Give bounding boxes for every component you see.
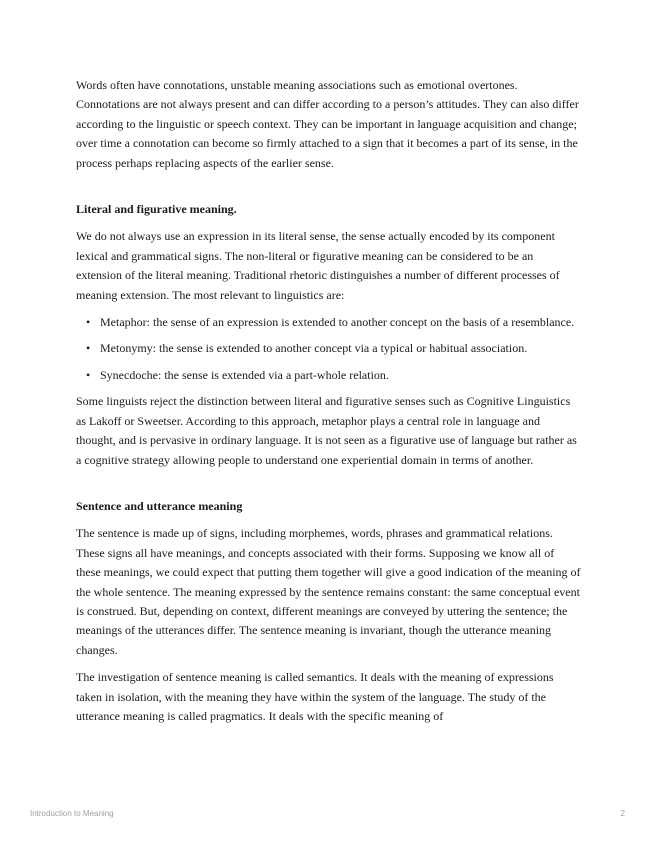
sentence-paragraph-2: The investigation of sentence meaning is called semantics. It deals with the meaning of expressions taken in isolation, with the meaning they have within the system of the language. The study of the utterance meaning is called pragmatics. It deals with the specific meaning of [76,670,554,723]
bullet-icon: • [86,341,91,356]
section-heading-literal: Literal and figurative meaning. [76,202,237,217]
bullet-icon: • [86,315,91,330]
list-item [86,313,581,332]
sentence-paragraph-1: The sentence is made up of signs, including morphemes, words, phrases and grammatical relations. These signs all have meanings, and concepts associated with their forms. Supposing we know all of these meanings, we could expect that putting them together will give a good indication of the meaning of the whole sentence. The meaning expressed by the sentence remains constant: the same conceptual event is construed. But, depending on context, different meanings are conveyed by uttering the sentence; the meanings of the utterances differ. The sentence meaning is invariant, though the utterance meaning changes. [76,526,581,657]
intro-paragraph: Words often have connotations, unstable meaning associations such as emotional overtones. Connotations are not always present and can differ according to a person’s attitudes. They can also differ according to the linguistic or speech context. They can be important in language acquisition and change; over time a connotation can become so firmly attached to a sign that it becomes a part of its sense, in the process perhaps replacing aspects of the earlier sense. [76,78,579,170]
literal-paragraph-2: Some linguists reject the distinction between literal and figurative senses such as Cognitive Linguistics as Lakoff or Sweetser. According to this approach, metaphor plays a central role in language and thought, and is pervasive in ordinary language. It is not seen as a figurative use of language but rather as a cognitive strategy allowing people to understand one experiential domain in terms of another. [76,394,577,467]
bullet-icon: • [86,367,91,382]
meaning-extension-list [76,313,581,385]
list-item-text: Metaphor: the sense of an expression is extended to another concept on the basis of a resemblance. [100,315,575,330]
list-item-text: Synecdoche: the sense is extended via a part-whole relation. [100,367,389,382]
footer-title: Introduction to Meaning [30,809,114,818]
list-item-text: Metonymy: the sense is extended to another concept via a typical or habitual association. [100,341,528,356]
literal-paragraph-1: We do not always use an expression in its literal sense, the sense actually encoded by its component lexical and grammatical signs. The non-literal or figurative meaning can be considered to be an extension of the literal meaning. Traditional rhetoric distinguishes a number of different processes of meaning extension. The most relevant to linguistics are: [76,229,560,302]
section-heading-sentence: Sentence and utterance meaning [76,498,243,513]
page-number: 2 [620,809,625,818]
list-item [86,366,581,385]
list-item [86,339,581,358]
document-page [76,76,581,734]
